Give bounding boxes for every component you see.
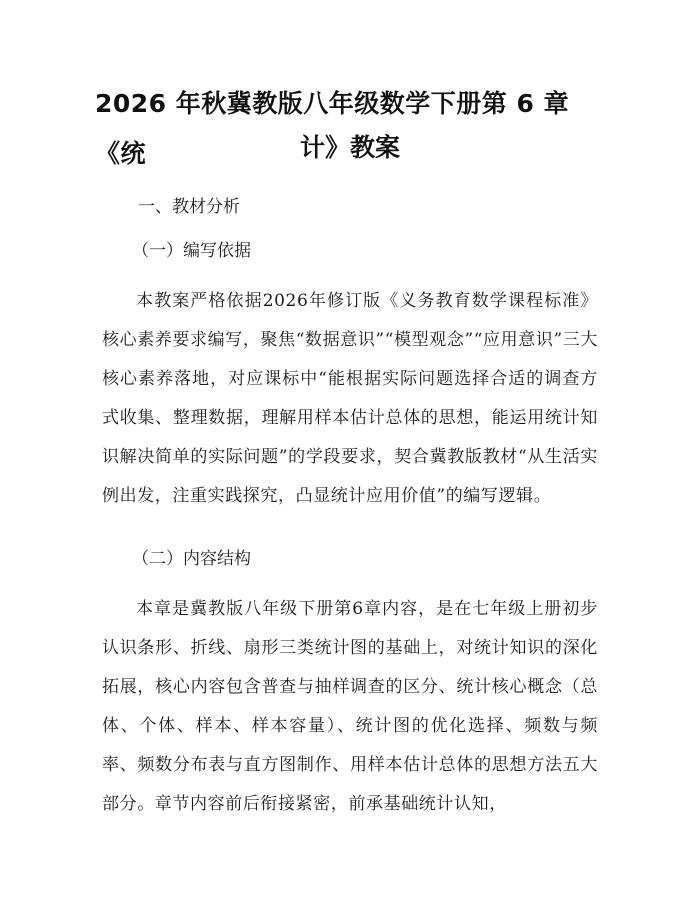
section-heading-teaching-material-analysis: 一、教材分析: [138, 197, 240, 217]
paragraph-basis: 本教案严格依据2026年修订版《义务教育数学课程标准》核心素养要求编写，聚焦“数据意识”“模型观念”“应用意识”三大核心素养落地，对应课标中“能根据实际问题选择合适的调查方式收集、整理数据，理解用样本估计总体的思想，能运用统计知识解决简单的实际问题”的学段要求，契合冀教版教材“从生活实例出发，注重实践探究，凸显统计应用价值”的编写逻辑。: [102, 291, 598, 506]
subsection-heading-basis: （一）编写依据: [132, 241, 251, 261]
paragraph-content-structure: 本章是冀教版八年级下册第6章内容，是在七年级上册初步认识条形、折线、扇形三类统计图的基础上，对统计知识的深化拓展，核心内容包含普查与抽样调查的区分、统计核心概念（总体、个体、样本、样本容量）、统计图的优化选择、频数与频率、频数分布表与直方图制作、用样本估计总体的思想方法五大部分。章节内容前后衔接紧密，前承基础统计认知，: [102, 599, 598, 814]
subsection-heading-content-structure: （二）内容结构: [132, 549, 251, 569]
document-title-line-1: 2026 年秋冀教版八年级数学下册第 6 章《统: [95, 89, 570, 168]
document-title-line-2: 计》教案: [299, 133, 400, 162]
